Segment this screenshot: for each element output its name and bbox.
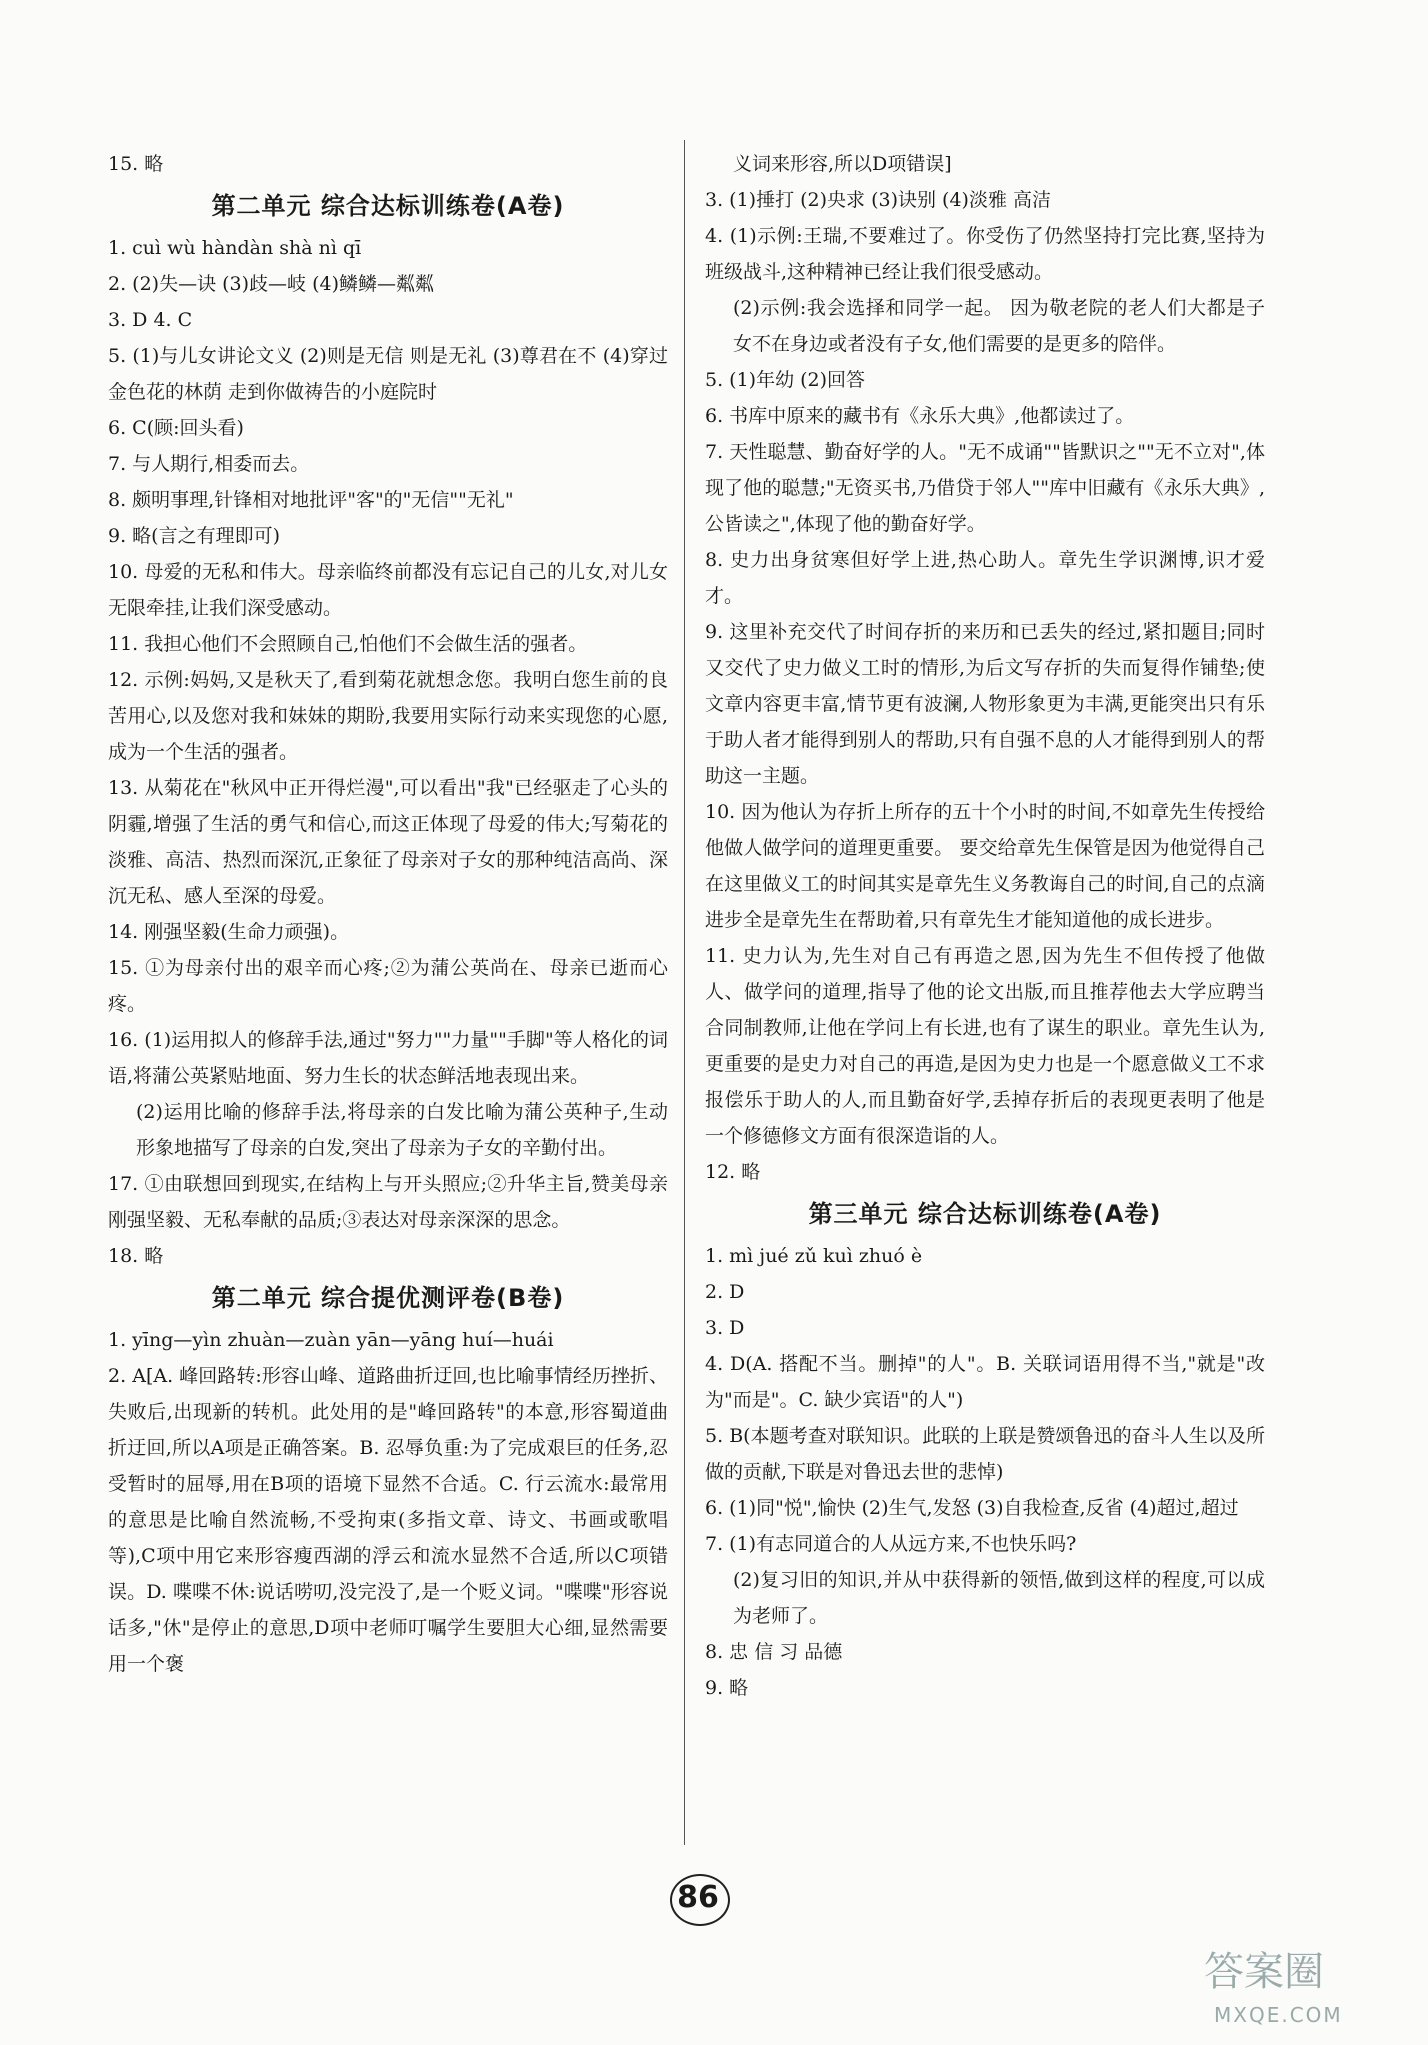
answer-item: 义词来形容,所以D项错误] — [733, 153, 952, 175]
watermark-logo-icon: 答案圈 — [1204, 1949, 1324, 1995]
left-column — [108, 146, 668, 1682]
answer-item: 15. 略 — [108, 153, 164, 175]
answer-item: 12. 略 — [705, 1161, 761, 1183]
answer-item: 18. 略 — [108, 1245, 164, 1267]
answer-item: 16. (1)运用拟人的修辞手法,通过"努力""力量""手脚"等人格化的词语,将蒲公英紧贴地面、努力生长的状态鲜活地表现出来。 — [108, 1029, 668, 1087]
answer-item: (2)复习旧的知识,并从中获得新的领悟,做到这样的程度,可以成为老师了。 — [733, 1569, 1265, 1627]
answer-item: (2)示例:我会选择和同学一起。 因为敬老院的老人们大都是子女不在身边或者没有子女,他们需要的是更多的陪伴。 — [733, 297, 1265, 355]
answer-item: 17. ①由联想回到现实,在结构上与开头照应;②升华主旨,赞美母亲刚强坚毅、无私奉献的品质;③表达对母亲深深的思念。 — [108, 1173, 668, 1231]
answer-item: 11. 史力认为,先生对自己有再造之恩,因为先生不但传授了他做人、做学问的道理,指导了他的论文出版,而且推荐他去大学应聘当合同制教师,让他在学问上有长进,也有了谋生的职业。章先生认为,更重要的是史力对自己的再造,是因为史力也是一个愿意做义工不求报偿乐于助人的人,而且勤奋好学,丢掉存折后的表现更表明了他是一个修德修文方面有很深造诣的人。 — [705, 945, 1265, 1147]
answer-item: 14. 刚强坚毅(生命力顽强)。 — [108, 921, 350, 943]
answer-item: 7. 天性聪慧、勤奋好学的人。"无不成诵""皆默识之""无不立对",体现了他的聪慧;"无资买书,乃借贷于邻人""库中旧藏有《永乐大典》,公皆读之",体现了他的勤奋好学。 — [705, 441, 1265, 535]
answer-item: 6. (1)同"悦",愉快 (2)生气,发怒 (3)自我检查,反省 (4)超过,超过 — [705, 1497, 1239, 1519]
answer-item: 7. (1)有志同道合的人从远方来,不也快乐吗? — [705, 1533, 1077, 1555]
watermark-site-text: MXQE.COM — [1214, 2003, 1343, 2027]
answer-item: 5. (1)年幼 (2)回答 — [705, 369, 866, 391]
answer-item: 4. (1)示例:王瑞,不要难过了。你受伤了仍然坚持打完比赛,坚持为班级战斗,这种精神已经让我们很受感动。 — [705, 225, 1265, 283]
answer-item: 3. D 4. C — [108, 309, 193, 331]
answer-item: 10. 因为他认为存折上所存的五十个小时的时间,不如章先生传授给他做人做学问的道理更重要。 要交给章先生保管是因为他觉得自己在这里做义工的时间其实是章先生义务教诲自己的时间,自己的点滴进步全是章先生在帮助着,只有章先生才能知道他的成长进步。 — [705, 801, 1265, 931]
answer-item: 5. B(本题考查对联知识。此联的上联是赞颂鲁迅的奋斗人生以及所做的贡献,下联是对鲁迅去世的悲悼) — [705, 1425, 1265, 1483]
watermark — [1204, 1947, 1404, 2037]
answer-item: 3. D — [705, 1317, 745, 1339]
answer-item: 2. D — [705, 1281, 745, 1303]
answer-item: 13. 从菊花在"秋风中正开得烂漫",可以看出"我"已经驱走了心头的阴霾,增强了生活的勇气和信心,而这正体现了母爱的伟大;写菊花的淡雅、高洁、热烈而深沉,正象征了母亲对子女的那种纯洁高尚、深沉无私、感人至深的母爱。 — [108, 777, 668, 907]
page-number — [658, 1868, 738, 1928]
answer-item: 2. (2)失—诀 (3)歧—岐 (4)鳞鳞—粼粼 — [108, 273, 434, 295]
answer-item: 2. A[A. 峰回路转:形容山峰、道路曲折迂回,也比喻事情经历挫折、失败后,出现新的转机。此处用的是"峰回路转"的本意,形容蜀道曲折迂回,所以A项是正确答案。B. 忍辱负重:为了完成艰巨的任务,忍受暂时的屈辱,用在B项的语境下显然不合适。C. 行云流水:最常用的意思是比喻自然流畅,不受拘束(多指文章、诗文、书画或歌唱等),C项中用它来形容瘦西湖的浮云和流水显然不合适,所以C项错误。D. 喋喋不休:说话唠叨,没完没了,是一个贬义词。"喋喋"形容说话多,"休"是停止的意思,D项中老师叮嘱学生要胆大心细,显然需要用一个褒 — [108, 1365, 668, 1675]
section-heading: 第二单元 综合达标训练卷(A卷) — [211, 192, 565, 220]
answer-item: 8. 颇明事理,针锋相对地批评"客"的"无信""无礼" — [108, 489, 514, 511]
answer-item: 9. 略 — [705, 1677, 749, 1699]
answer-item: 1. cuì wù hàndàn shà nì qī — [108, 237, 362, 259]
answer-item: 8. 史力出身贫寒但好学上进,热心助人。章先生学识渊博,识才爱才。 — [705, 549, 1265, 607]
section-heading: 第三单元 综合达标训练卷(A卷) — [808, 1200, 1162, 1228]
answer-item: 9. 略(言之有理即可) — [108, 525, 280, 547]
answer-item: 6. C(顾:回头看) — [108, 417, 244, 439]
answer-item: 6. 书库中原来的藏书有《永乐大典》,他都读过了。 — [705, 405, 1135, 427]
answer-item: 1. mì jué zǔ kuì zhuó è — [705, 1245, 923, 1267]
section-heading: 第二单元 综合提优测评卷(B卷) — [211, 1284, 565, 1312]
answer-item: (2)运用比喻的修辞手法,将母亲的白发比喻为蒲公英种子,生动形象地描写了母亲的白发,突出了母亲为子女的辛勤付出。 — [136, 1101, 668, 1159]
answer-item: 8. 忠 信 习 品德 — [705, 1641, 843, 1663]
answer-item: 9. 这里补充交代了时间存折的来历和已丢失的经过,紧扣题目;同时又交代了史力做义工时的情形,为后文写存折的失而复得作铺垫;使文章内容更丰富,情节更有波澜,人物形象更为丰满,更能突出只有乐于助人者才能得到别人的帮助,只有自强不息的人才能得到别人的帮助这一主题。 — [705, 621, 1265, 787]
right-column — [705, 146, 1265, 1706]
answer-item: 4. D(A. 搭配不当。删掉"的人"。B. 关联词语用得不当,"就是"改为"而是"。C. 缺少宾语"的人") — [705, 1353, 1265, 1411]
answer-item: 1. yīng—yìn zhuàn—zuàn yān—yāng huí—huái — [108, 1329, 554, 1351]
answer-item: 7. 与人期行,相委而去。 — [108, 453, 310, 475]
column-divider — [684, 140, 685, 1845]
answer-item: 5. (1)与儿女讲论文义 (2)则是无信 则是无礼 (3)尊君在不 (4)穿过金色花的林荫 走到你做祷告的小庭院时 — [108, 345, 668, 403]
page-number-text: 86 — [677, 1880, 719, 1915]
answer-item: 3. (1)捶打 (2)央求 (3)诀别 (4)淡雅 高洁 — [705, 189, 1051, 211]
answer-item: 11. 我担心他们不会照顾自己,怕他们不会做生活的强者。 — [108, 633, 588, 655]
answer-item: 10. 母爱的无私和伟大。母亲临终前都没有忘记自己的儿女,对儿女无限牵挂,让我们深受感动。 — [108, 561, 668, 619]
answer-item: 12. 示例:妈妈,又是秋天了,看到菊花就想念您。我明白您生前的良苦用心,以及您对我和妹妹的期盼,我要用实际行动来实现您的心愿,成为一个生活的强者。 — [108, 669, 668, 763]
answer-item: 15. ①为母亲付出的艰辛而心疼;②为蒲公英尚在、母亲已逝而心疼。 — [108, 957, 668, 1015]
